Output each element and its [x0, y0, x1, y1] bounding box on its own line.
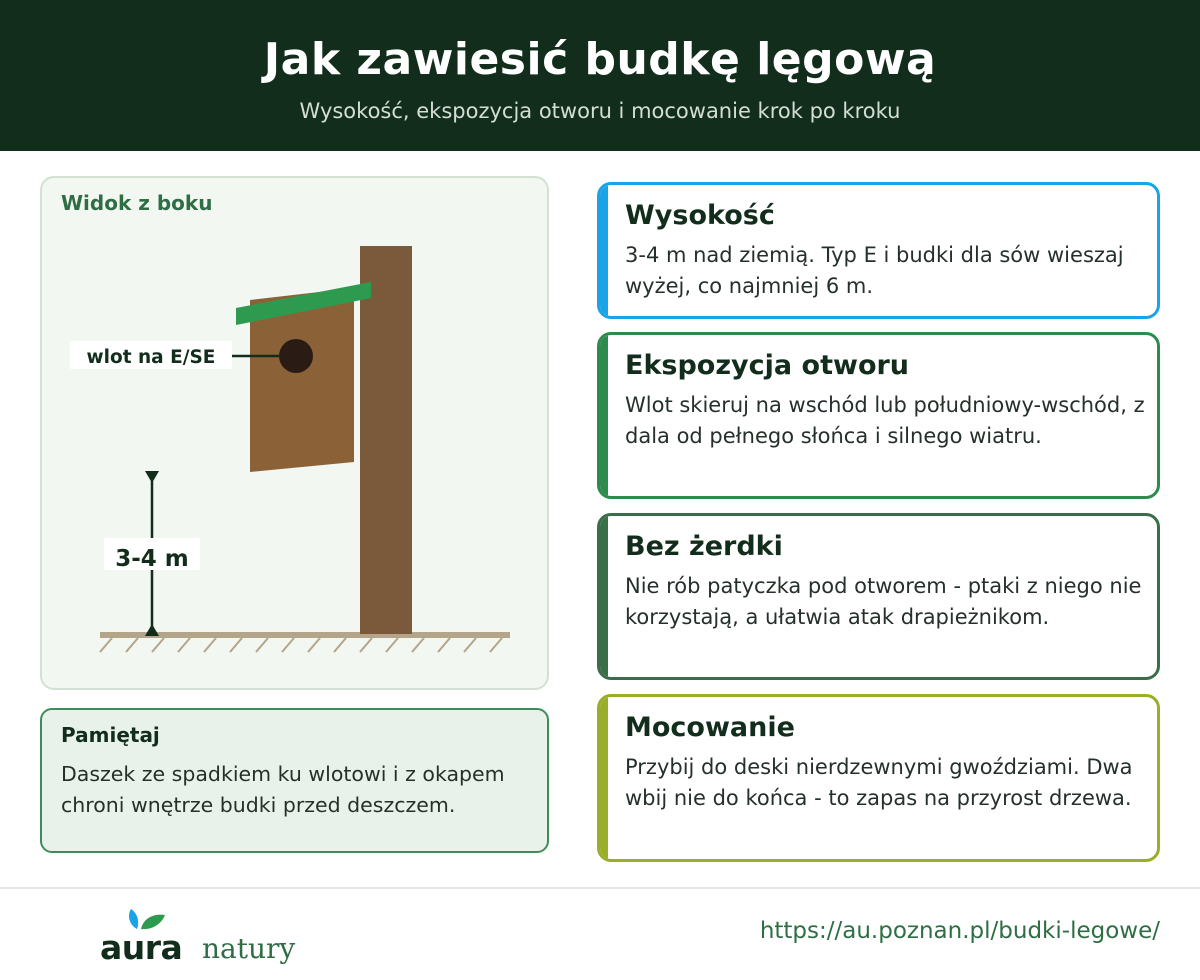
height-label: 3-4 m — [115, 546, 189, 572]
card-accent-bar — [600, 335, 608, 496]
card-title: Ekspozycja otworu — [625, 350, 910, 381]
card-accent-bar — [600, 185, 608, 316]
card-entrance-exposure — [597, 332, 1160, 499]
page-title: Jak zawiesić budkę lęgową — [263, 34, 937, 85]
card-height — [597, 182, 1160, 319]
ground-line — [100, 632, 510, 638]
remember-text: Daszek ze spadkiem ku wlotowi i z okapem chroni wnętrze budki przed deszczem. — [61, 762, 505, 817]
height-arrow-bottom — [145, 624, 159, 636]
card-title: Wysokość — [625, 200, 775, 231]
source-url-link[interactable]: https://au.poznan.pl/budki-legowe/ — [759, 918, 1160, 944]
card-text: Nie rób patyczka pod otworem - ptaki z niego nie korzystają, a ułatwia atak drapieżnikom. — [625, 574, 1142, 629]
side-view-diagram-panel — [40, 176, 549, 690]
aura-natury-logo[interactable] — [100, 905, 300, 965]
card-accent-bar — [600, 697, 608, 859]
ground-hatching — [100, 638, 502, 652]
card-text: Przybij do deski nierdzewnymi gwoździami. Dwa wbij nie do końca - to zapas na przyrost drzewa. — [625, 755, 1133, 810]
logo-sub: natury — [202, 932, 296, 965]
header — [0, 0, 1200, 151]
card-mounting — [597, 694, 1160, 862]
remember-box — [40, 708, 549, 853]
card-title: Bez żerdki — [625, 531, 783, 562]
entrance-label: wlot na E/SE — [86, 347, 216, 368]
card-accent-bar — [600, 516, 608, 677]
remember-title: Pamiętaj — [61, 723, 160, 747]
side-view-diagram — [42, 178, 551, 692]
card-no-perch — [597, 513, 1160, 680]
card-text: 3-4 m nad ziemią. Typ E i budki dla sów wieszaj wyżej, co najmniej 6 m. — [625, 243, 1124, 298]
page-subtitle: Wysokość, ekspozycja otworu i mocowanie krok po kroku — [299, 99, 901, 123]
footer-divider — [0, 887, 1200, 889]
diagram-panel-title: Widok z boku — [61, 191, 213, 215]
entrance-hole — [279, 339, 313, 373]
tree-trunk — [360, 246, 412, 634]
height-arrow-top — [145, 471, 159, 483]
card-text: Wlot skieruj na wschód lub południowy-wschód, z dala od pełnego słońca i silnego wiatru. — [625, 393, 1145, 448]
card-title: Mocowanie — [625, 712, 795, 743]
logo-word: aura — [100, 928, 183, 967]
